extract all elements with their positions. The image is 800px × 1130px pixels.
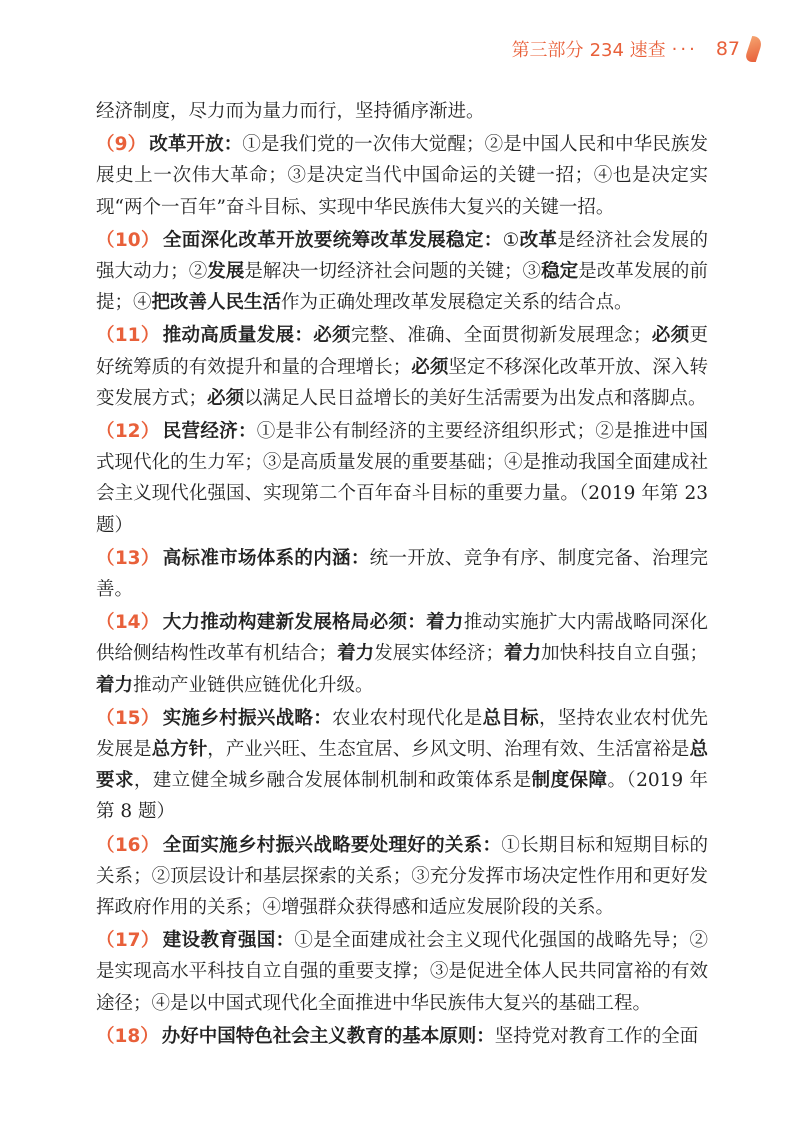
item-number: （12）	[96, 421, 160, 443]
keyword: 必须	[313, 325, 351, 347]
item-13	[96, 543, 708, 605]
item-text: 发展实体经济；	[374, 643, 504, 665]
keyword: 着力	[503, 643, 542, 665]
item-text: 是解决一切经济社会问题的关键；③	[244, 261, 542, 283]
item-text: 更好统筹质的有效提升和量的合理增长；	[96, 325, 708, 378]
keyword: 必须	[651, 325, 690, 347]
keyword: 改革	[519, 229, 558, 251]
keyword: 总要求	[96, 739, 708, 792]
item-text: 统一开放、竞争有序、制度完备、治理完善。	[96, 547, 708, 601]
item-text: 以满足人民日益增长的美好生活需要为出发点和落脚点。	[244, 387, 707, 409]
item-11	[96, 320, 708, 414]
item-number: （17）	[96, 930, 160, 952]
item-title: 民营经济：	[162, 421, 257, 443]
item-title: 大力推动构建新发展格局必须：	[162, 612, 427, 634]
keyword: 把改善人民生活	[151, 292, 282, 314]
item-number: （15）	[96, 707, 160, 729]
item-text: 。（2019 年第 8 题）	[96, 770, 708, 823]
keyword: 着力	[426, 612, 464, 634]
speed-label: 234 速查	[589, 40, 666, 61]
flame-icon	[744, 36, 764, 62]
item-text: 作为正确处理改革发展稳定关系的结合点。	[281, 292, 633, 314]
paragraph-text: 经济制度，尽力而为量力而行，坚持循序渐进。	[96, 101, 485, 122]
item-text: ①是我们党的一次伟大觉醒；②是中国人民和中华民族发展史上一次伟大革命；③是决定当代中国命运的关键一招；④也是决定实现“两个一百年”奋斗目标、实现中华民族伟大复兴的关键一招。	[96, 134, 708, 218]
item-text: ①	[502, 229, 520, 251]
page-body	[96, 96, 708, 1052]
item-number: （9）	[96, 134, 147, 156]
item-15	[96, 703, 708, 828]
item-number: （16）	[96, 834, 160, 856]
section-label: 第三部分	[511, 40, 584, 61]
item-title: 高标准市场体系的内涵：	[162, 547, 370, 569]
item-text: ①是非公有制经济的主要经济组织形式；②是推进中国式现代化的生力军；③是高质量发展的重要基础；④是推动我国全面建成社会主义现代化强国、实现第二个百年奋斗目标的重要力量。（2019 年第 23 题）	[96, 421, 708, 536]
item-number: （14）	[96, 612, 160, 634]
keyword: 必须	[207, 387, 245, 409]
item-number: （18）	[96, 1025, 159, 1047]
item-title: 改革开放：	[149, 134, 243, 156]
page-number: 87	[715, 38, 740, 60]
item-text: 是经济社会发展的强大动力；②	[96, 229, 708, 283]
item-title: 实施乡村振兴战略：	[162, 707, 333, 729]
item-number: （10）	[96, 229, 160, 251]
item-text: 加快科技自立自强；	[541, 643, 708, 665]
keyword: 必须	[411, 356, 449, 378]
paragraph-continuation	[96, 96, 708, 127]
item-number: （13）	[96, 547, 160, 569]
keyword: 总目标	[482, 707, 539, 729]
item-text: 推动产业链供应链优化升级。	[133, 674, 374, 696]
item-12	[96, 416, 708, 541]
item-text: ，建立健全城乡融合发展体制机制和政策体系是	[133, 770, 532, 792]
keyword: 着力	[337, 643, 375, 665]
item-title: 建设教育强国：	[162, 930, 295, 952]
keyword: 总方针	[151, 739, 208, 761]
item-text: 是改革发展的前提；④	[96, 261, 708, 314]
item-text: ，产业兴旺、生态宜居、乡风文明、治理有效、生活富裕是	[207, 739, 690, 761]
item-title: 推动高质量发展：	[162, 325, 314, 347]
item-title: 全面深化改革开放要统筹改革发展稳定：	[162, 229, 503, 251]
item-text: 农业农村现代化是	[332, 707, 483, 729]
item-14	[96, 607, 708, 701]
item-text: 完整、准确、全面贯彻新发展理念；	[350, 325, 652, 347]
keyword: 稳定	[541, 261, 579, 283]
item-17	[96, 925, 708, 1019]
item-text: 推动实施扩大内需战略同深化供给侧结构性改革有机结合；	[96, 612, 708, 665]
item-text: ①长期目标和短期目标的关系；②顶层设计和基层探索的关系；③充分发挥市场决定性作用和更好发挥政府作用的关系；④增强群众获得感和适应发展阶段的关系。	[96, 834, 708, 919]
keyword: 着力	[96, 674, 134, 696]
keyword: 制度保障	[531, 770, 608, 792]
item-9	[96, 129, 708, 223]
dots: ···	[671, 38, 698, 60]
page-header	[512, 36, 760, 62]
item-text: ①是全面建成社会主义现代化强国的战略先导；②是实现高水平科技自立自强的重要支撑；③是促进全体人民共同富裕的有效途径；④是以中国式现代化全面推进中华民族伟大复兴的基础工程。	[96, 930, 708, 1014]
item-text: ，坚持农业农村优先发展是	[96, 707, 708, 761]
item-title: 办好中国特色社会主义教育的基本原则：	[161, 1025, 495, 1047]
item-text: 坚持党对教育工作的全面	[494, 1025, 699, 1047]
item-10	[96, 225, 708, 319]
item-18	[96, 1021, 708, 1052]
keyword: 发展	[207, 261, 245, 283]
item-title: 全面实施乡村振兴战略要处理好的关系：	[162, 834, 502, 856]
item-16	[96, 830, 708, 924]
item-number: （11）	[96, 325, 160, 347]
item-text: 坚定不移深化改革开放、深入转变发展方式；	[96, 356, 708, 409]
